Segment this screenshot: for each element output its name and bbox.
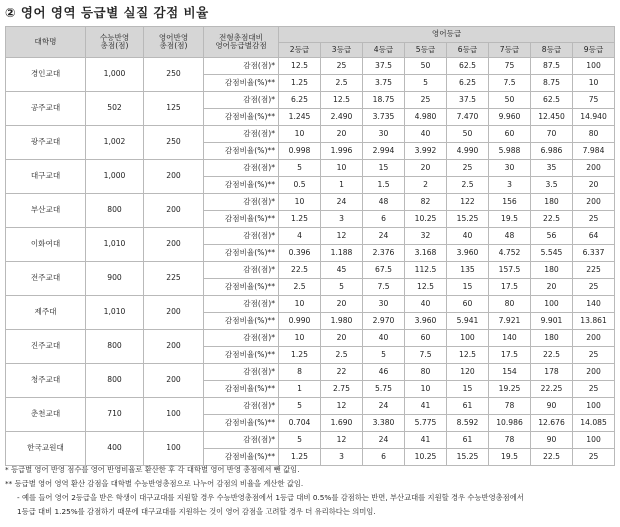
english-total: 200: [144, 194, 204, 228]
table-row: [6, 58, 615, 75]
deduction-ratio: 0.998: [279, 143, 321, 160]
deduction-points: 35: [531, 160, 573, 177]
csat-total: 1,000: [86, 58, 144, 92]
deduction-ratio: 5.988: [489, 143, 531, 160]
row-label-ratio: 감점비율(%)**: [204, 449, 279, 466]
deduction-points: 100: [573, 58, 615, 75]
table-row: [6, 296, 615, 313]
table-row: [6, 398, 615, 415]
row-label-points: 감점(점)*: [204, 330, 279, 347]
row-label-ratio: 감점비율(%)**: [204, 109, 279, 126]
deduction-ratio: 2.970: [363, 313, 405, 330]
csat-total: 1,002: [86, 126, 144, 160]
deduction-points: 40: [405, 126, 447, 143]
deduction-points: 12.5: [279, 58, 321, 75]
deduction-ratio: 7.921: [489, 313, 531, 330]
deduction-ratio: 22.5: [531, 449, 573, 466]
page-title: ② 영어 영역 등급별 실질 감점 비율: [5, 5, 209, 20]
header-grade: 5등급: [405, 43, 447, 58]
deduction-points: 80: [405, 364, 447, 381]
row-label-points: 감점(점)*: [204, 92, 279, 109]
deduction-ratio: 1.996: [321, 143, 363, 160]
row-label-ratio: 감점비율(%)**: [204, 313, 279, 330]
deduction-ratio: 1.25: [279, 347, 321, 364]
deduction-ratio: 1.25: [279, 75, 321, 92]
deduction-ratio: 4.752: [489, 245, 531, 262]
deduction-ratio: 1: [321, 177, 363, 194]
deduction-points: 40: [405, 296, 447, 313]
deduction-points: 30: [363, 126, 405, 143]
deduction-ratio: 14.940: [573, 109, 615, 126]
deduction-ratio: 12.450: [531, 109, 573, 126]
deduction-points: 56: [531, 228, 573, 245]
deduction-ratio: 19.5: [489, 211, 531, 228]
deduction-points: 140: [573, 296, 615, 313]
row-label-points: 감점(점)*: [204, 228, 279, 245]
deduction-ratio: 17.5: [489, 347, 531, 364]
english-total: 250: [144, 58, 204, 92]
deduction-ratio: 7.470: [447, 109, 489, 126]
deduction-ratio: 19.5: [489, 449, 531, 466]
deduction-points: 140: [489, 330, 531, 347]
deduction-ratio: 2: [405, 177, 447, 194]
deduction-ratio: 5: [363, 347, 405, 364]
deduction-ratio: 22.5: [531, 347, 573, 364]
university-name: 이화여대: [6, 228, 86, 262]
deduction-ratio: 15.25: [447, 211, 489, 228]
deduction-points: 10: [279, 126, 321, 143]
deduction-ratio: 9.960: [489, 109, 531, 126]
row-label-ratio: 감점비율(%)**: [204, 75, 279, 92]
deduction-points: 12: [321, 228, 363, 245]
deduction-points: 200: [573, 330, 615, 347]
deduction-points: 225: [573, 262, 615, 279]
table-row: [6, 432, 615, 449]
deduction-points: 100: [573, 398, 615, 415]
header-relative-label: 전형총점대비 영어등급별감점: [215, 32, 267, 50]
csat-total: 800: [86, 194, 144, 228]
deduction-points: 90: [531, 432, 573, 449]
deduction-ratio: 3.960: [447, 245, 489, 262]
deduction-points: 24: [363, 228, 405, 245]
header-csat-total: [86, 27, 144, 58]
deduction-points: 154: [489, 364, 531, 381]
deduction-ratio: 5.941: [447, 313, 489, 330]
deduction-ratio: 8.75: [531, 75, 573, 92]
deduction-points: 5: [279, 160, 321, 177]
deduction-ratio: 1.245: [279, 109, 321, 126]
deduction-points: 41: [405, 398, 447, 415]
deduction-points: 20: [321, 330, 363, 347]
deduction-ratio: 5.775: [405, 415, 447, 432]
deduction-ratio: 17.5: [489, 279, 531, 296]
deduction-points: 50: [405, 58, 447, 75]
deduction-ratio: 2.490: [321, 109, 363, 126]
csat-total: 710: [86, 398, 144, 432]
deduction-points: 120: [447, 364, 489, 381]
deduction-points: 180: [531, 330, 573, 347]
deduction-ratio: 10.25: [405, 449, 447, 466]
deduction-points: 87.5: [531, 58, 573, 75]
csat-total: 1,010: [86, 296, 144, 330]
deduction-ratio: 3: [321, 449, 363, 466]
deduction-points: 50: [447, 126, 489, 143]
deduction-ratio: 6.986: [531, 143, 573, 160]
table-row: [6, 364, 615, 381]
deduction-points: 61: [447, 432, 489, 449]
deduction-ratio: 10.25: [405, 211, 447, 228]
deduction-points: 5: [279, 432, 321, 449]
deduction-ratio: 3.960: [405, 313, 447, 330]
deduction-points: 48: [363, 194, 405, 211]
deduction-ratio: 6: [363, 211, 405, 228]
english-total: 125: [144, 92, 204, 126]
deduction-ratio: 3.380: [363, 415, 405, 432]
row-label-points: 감점(점)*: [204, 398, 279, 415]
university-name: 광주교대: [6, 126, 86, 160]
deduction-points: 25: [447, 160, 489, 177]
deduction-points: 37.5: [447, 92, 489, 109]
csat-total: 1,000: [86, 160, 144, 194]
table-header: [6, 27, 615, 58]
deduction-points: 10: [279, 194, 321, 211]
english-total: 100: [144, 432, 204, 466]
deduction-ratio: 1.25: [279, 449, 321, 466]
deduction-ratio: 6.25: [447, 75, 489, 92]
deduction-ratio: 7.5: [405, 347, 447, 364]
header-grade: 8등급: [531, 43, 573, 58]
deduction-ratio: 3: [489, 177, 531, 194]
deduction-ratio: 2.5: [279, 279, 321, 296]
deduction-points: 200: [573, 160, 615, 177]
deduction-ratio: 1.5: [363, 177, 405, 194]
header-csat-label: 수능반영 총점(점): [99, 32, 130, 50]
deduction-ratio: 6: [363, 449, 405, 466]
deduction-ratio: 19.25: [489, 381, 531, 398]
header-grade: 3등급: [321, 43, 363, 58]
university-name: 경인교대: [6, 58, 86, 92]
deduction-points: 45: [321, 262, 363, 279]
deduction-points: 62.5: [447, 58, 489, 75]
english-total: 100: [144, 398, 204, 432]
deduction-points: 112.5: [405, 262, 447, 279]
row-label-points: 감점(점)*: [204, 296, 279, 313]
deduction-points: 48: [489, 228, 531, 245]
row-label-ratio: 감점비율(%)**: [204, 347, 279, 364]
deduction-points: 10: [321, 160, 363, 177]
header-english-total: [144, 27, 204, 58]
deduction-points: 37.5: [363, 58, 405, 75]
table-row: [6, 194, 615, 211]
deduction-points: 82: [405, 194, 447, 211]
university-name: 한국교원대: [6, 432, 86, 466]
deduction-points: 157.5: [489, 262, 531, 279]
deduction-ratio: 5: [321, 279, 363, 296]
deduction-ratio: 4.990: [447, 143, 489, 160]
deduction-points: 180: [531, 194, 573, 211]
deduction-points: 20: [321, 126, 363, 143]
header-grade: 6등급: [447, 43, 489, 58]
deduction-points: 67.5: [363, 262, 405, 279]
row-label-ratio: 감점비율(%)**: [204, 381, 279, 398]
row-label-points: 감점(점)*: [204, 160, 279, 177]
deduction-ratio: 9.901: [531, 313, 573, 330]
deduction-ratio: 25: [573, 279, 615, 296]
deduction-ratio: 2.5: [321, 347, 363, 364]
table-row: [6, 126, 615, 143]
deduction-ratio: 2.75: [321, 381, 363, 398]
deduction-points: 12: [321, 398, 363, 415]
deduction-points: 18.75: [363, 92, 405, 109]
deduction-ratio: 8.592: [447, 415, 489, 432]
deduction-ratio: 0.704: [279, 415, 321, 432]
deduction-ratio: 25: [573, 449, 615, 466]
csat-total: 400: [86, 432, 144, 466]
deduction-points: 80: [573, 126, 615, 143]
csat-total: 800: [86, 364, 144, 398]
csat-total: 502: [86, 92, 144, 126]
deduction-ratio: 3.992: [405, 143, 447, 160]
deduction-ratio: 3: [321, 211, 363, 228]
university-name: 진주교대: [6, 330, 86, 364]
deduction-points: 46: [363, 364, 405, 381]
university-name: 전주교대: [6, 262, 86, 296]
deduction-ratio: 7.5: [489, 75, 531, 92]
row-label-points: 감점(점)*: [204, 126, 279, 143]
header-university: 대학명: [6, 27, 86, 58]
deduction-points: 75: [573, 92, 615, 109]
deduction-points: 64: [573, 228, 615, 245]
deduction-points: 41: [405, 432, 447, 449]
deduction-points: 60: [405, 330, 447, 347]
deduction-points: 78: [489, 398, 531, 415]
deduction-points: 12.5: [321, 92, 363, 109]
deduction-ratio: 0.396: [279, 245, 321, 262]
deduction-ratio: 20: [531, 279, 573, 296]
grade-deduction-table: [5, 26, 615, 466]
deduction-points: 8: [279, 364, 321, 381]
deduction-points: 70: [531, 126, 573, 143]
deduction-ratio: 3.168: [405, 245, 447, 262]
footnote-2: ** 등급별 영어 영역 환산 감점을 대학별 수능반영총점으로 나누어 감점의 비율을 계산한 값임.: [5, 479, 304, 488]
deduction-points: 60: [489, 126, 531, 143]
row-label-ratio: 감점비율(%)**: [204, 279, 279, 296]
row-label-ratio: 감점비율(%)**: [204, 143, 279, 160]
deduction-points: 100: [573, 432, 615, 449]
csat-total: 900: [86, 262, 144, 296]
deduction-ratio: 2.5: [447, 177, 489, 194]
deduction-points: 80: [489, 296, 531, 313]
deduction-points: 156: [489, 194, 531, 211]
deduction-points: 135: [447, 262, 489, 279]
table-row: [6, 228, 615, 245]
row-label-points: 감점(점)*: [204, 432, 279, 449]
csat-total: 800: [86, 330, 144, 364]
deduction-points: 20: [321, 296, 363, 313]
deduction-points: 200: [573, 364, 615, 381]
deduction-points: 4: [279, 228, 321, 245]
deduction-points: 100: [531, 296, 573, 313]
deduction-ratio: 25: [573, 347, 615, 364]
deduction-ratio: 2.376: [363, 245, 405, 262]
deduction-ratio: 12.676: [531, 415, 573, 432]
deduction-points: 30: [363, 296, 405, 313]
deduction-points: 25: [321, 58, 363, 75]
footnote-1: * 등급별 영어 반영 점수를 영어 반영비율로 환산한 후 각 대학별 영어 반영 총점에서 뺀 값임.: [5, 465, 300, 474]
university-name: 청주교대: [6, 364, 86, 398]
header-english-grade: 영어등급: [279, 27, 615, 43]
deduction-ratio: 1.188: [321, 245, 363, 262]
deduction-ratio: 2.994: [363, 143, 405, 160]
table-row: [6, 262, 615, 279]
deduction-ratio: 15.25: [447, 449, 489, 466]
english-total: 200: [144, 228, 204, 262]
deduction-ratio: 1.25: [279, 211, 321, 228]
english-total: 200: [144, 296, 204, 330]
deduction-ratio: 5.75: [363, 381, 405, 398]
deduction-points: 22.5: [279, 262, 321, 279]
header-grade: 4등급: [363, 43, 405, 58]
deduction-ratio: 3.5: [531, 177, 573, 194]
deduction-points: 90: [531, 398, 573, 415]
deduction-ratio: 15: [447, 279, 489, 296]
deduction-points: 15: [363, 160, 405, 177]
deduction-points: 20: [405, 160, 447, 177]
deduction-ratio: 13.861: [573, 313, 615, 330]
deduction-ratio: 7.5: [363, 279, 405, 296]
deduction-ratio: 14.085: [573, 415, 615, 432]
deduction-points: 100: [447, 330, 489, 347]
deduction-points: 40: [363, 330, 405, 347]
university-name: 공주교대: [6, 92, 86, 126]
deduction-ratio: 25: [573, 211, 615, 228]
deduction-ratio: 15: [447, 381, 489, 398]
header-grade: 9등급: [573, 43, 615, 58]
deduction-points: 200: [573, 194, 615, 211]
row-label-points: 감점(점)*: [204, 262, 279, 279]
deduction-points: 62.5: [531, 92, 573, 109]
deduction-ratio: 10: [405, 381, 447, 398]
deduction-points: 180: [531, 262, 573, 279]
deduction-ratio: 25: [573, 381, 615, 398]
row-label-points: 감점(점)*: [204, 194, 279, 211]
deduction-ratio: 7.984: [573, 143, 615, 160]
university-name: 제주대: [6, 296, 86, 330]
footnote-example-cont: 1등급 대비 1.25%를 감점하기 때문에 대구교대를 지원하는 것이 영어 감점을 고려할 경우 더 유리하다는 의미임.: [17, 507, 376, 516]
deduction-ratio: 2.5: [321, 75, 363, 92]
deduction-ratio: 10.986: [489, 415, 531, 432]
english-total: 250: [144, 126, 204, 160]
deduction-ratio: 22.5: [531, 211, 573, 228]
deduction-points: 32: [405, 228, 447, 245]
university-name: 대구교대: [6, 160, 86, 194]
deduction-ratio: 1.690: [321, 415, 363, 432]
deduction-points: 5: [279, 398, 321, 415]
row-label-points: 감점(점)*: [204, 364, 279, 381]
deduction-points: 75: [489, 58, 531, 75]
deduction-points: 24: [363, 432, 405, 449]
deduction-points: 61: [447, 398, 489, 415]
deduction-points: 40: [447, 228, 489, 245]
deduction-ratio: 0.5: [279, 177, 321, 194]
header-relative: [204, 27, 279, 58]
deduction-ratio: 22.25: [531, 381, 573, 398]
footnote-example: - 예를 들어 영어 2등급을 받은 학생이 대구교대를 지원할 경우 수능반영총점에서 1등급 대비 0.5%를 감점하는 반면, 부산교대를 지원할 경우 수능반영총점에서: [17, 493, 524, 502]
english-total: 200: [144, 330, 204, 364]
table-row: [6, 330, 615, 347]
row-label-ratio: 감점비율(%)**: [204, 245, 279, 262]
deduction-points: 178: [531, 364, 573, 381]
deduction-ratio: 3.735: [363, 109, 405, 126]
deduction-points: 25: [405, 92, 447, 109]
deduction-points: 12: [321, 432, 363, 449]
header-grade: 7등급: [489, 43, 531, 58]
deduction-ratio: 0.990: [279, 313, 321, 330]
deduction-ratio: 1.980: [321, 313, 363, 330]
table-body: [6, 58, 615, 466]
table-row: [6, 92, 615, 109]
english-total: 200: [144, 364, 204, 398]
deduction-ratio: 12.5: [447, 347, 489, 364]
english-total: 200: [144, 160, 204, 194]
deduction-points: 10: [279, 296, 321, 313]
deduction-points: 122: [447, 194, 489, 211]
deduction-points: 60: [447, 296, 489, 313]
deduction-ratio: 12.5: [405, 279, 447, 296]
deduction-points: 24: [321, 194, 363, 211]
deduction-points: 50: [489, 92, 531, 109]
deduction-ratio: 6.337: [573, 245, 615, 262]
deduction-points: 10: [279, 330, 321, 347]
deduction-points: 30: [489, 160, 531, 177]
table-row: [6, 160, 615, 177]
deduction-ratio: 3.75: [363, 75, 405, 92]
row-label-points: 감점(점)*: [204, 58, 279, 75]
footnotes: [5, 463, 617, 519]
deduction-points: 24: [363, 398, 405, 415]
row-label-ratio: 감점비율(%)**: [204, 177, 279, 194]
deduction-ratio: 4.980: [405, 109, 447, 126]
deduction-ratio: 20: [573, 177, 615, 194]
deduction-ratio: 10: [573, 75, 615, 92]
deduction-points: 78: [489, 432, 531, 449]
deduction-points: 6.25: [279, 92, 321, 109]
header-grade: 2등급: [279, 43, 321, 58]
csat-total: 1,010: [86, 228, 144, 262]
deduction-ratio: 1: [279, 381, 321, 398]
row-label-ratio: 감점비율(%)**: [204, 211, 279, 228]
header-english-label: 영어반영 총점(점): [158, 32, 189, 50]
deduction-ratio: 5.545: [531, 245, 573, 262]
deduction-ratio: 5: [405, 75, 447, 92]
deduction-points: 22: [321, 364, 363, 381]
english-total: 225: [144, 262, 204, 296]
row-label-ratio: 감점비율(%)**: [204, 415, 279, 432]
university-name: 춘천교대: [6, 398, 86, 432]
university-name: 부산교대: [6, 194, 86, 228]
